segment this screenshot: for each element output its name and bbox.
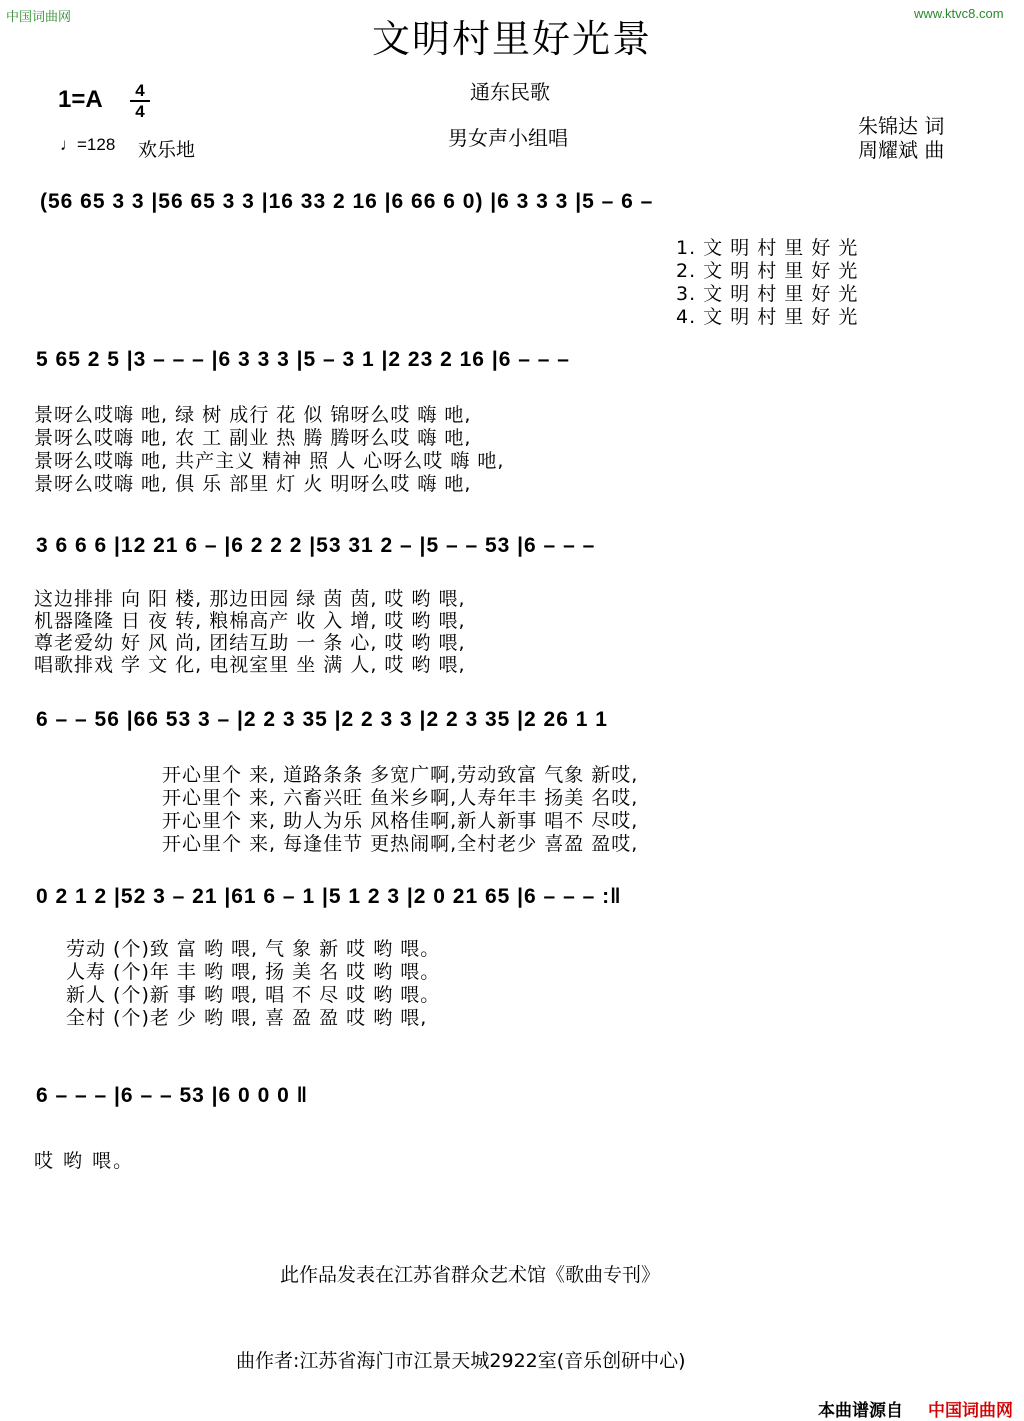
performance-label: 男女声小组唱: [448, 126, 568, 150]
lyric-row-4-verse-4: 开心里个 来, 每逢佳节 更热闹啊,全村老少 喜盈 盈哎,: [162, 833, 639, 855]
lyric-row-5-verse-2: 人寿 (个)年 丰 哟 喂, 扬 美 名 哎 哟 喂。: [66, 961, 441, 983]
notation-row-4: 6 – – 56 |66 53 3 – |2 2 3 35 |2 2 3 3 |2 2 3 35 |2 26 1 1: [36, 708, 608, 731]
source-label: 本曲谱源自: [818, 1401, 903, 1421]
lyric-row-5-verse-1: 劳动 (个)致 富 哟 喂, 气 象 新 哎 哟 喂。: [66, 938, 441, 960]
composer-address: 曲作者:江苏省海门市江景天城2922室(音乐创研中心): [236, 1350, 686, 1372]
lyric-row-4-verse-2: 开心里个 来, 六畜兴旺 鱼米乡啊,人寿年丰 扬美 名哎,: [162, 787, 639, 809]
lyric-row-2-verse-3: 景呀么哎嗨 吔, 共产主义 精神 照 人 心呀么哎 嗨 吔,: [34, 450, 505, 472]
lyricist-credit: 朱锦达 词: [858, 114, 945, 138]
notation-row-2: 5 65 2 5 |3 – – – |6 3 3 3 |5 – 3 1 |2 23 2 16 |6 – – –: [36, 348, 570, 371]
notation-row-6: 6 – – – |6 – – 53 |6 0 0 0 ‖: [36, 1084, 309, 1107]
source-site: 中国词曲网: [928, 1401, 1013, 1421]
time-signature: 4 4: [130, 82, 150, 120]
lyric-row-2-verse-4: 景呀么哎嗨 吔, 俱 乐 部里 灯 火 明呀么哎 嗨 吔,: [34, 473, 472, 495]
tempo-marking: ♩=128: [60, 135, 116, 154]
expression-marking: 欢乐地: [138, 140, 196, 161]
lyric-row-1-verse-3: 3. 文 明 村 里 好 光: [676, 283, 859, 305]
publication-note: 此作品发表在江苏省群众艺术馆《歌曲专刊》: [280, 1264, 661, 1286]
lyric-row-2-verse-1: 景呀么哎嗨 吔, 绿 树 成行 花 似 锦呀么哎 嗨 吔,: [34, 404, 472, 426]
watermark-site-url: www.ktvc8.com: [914, 6, 1004, 21]
lyric-row-2-verse-2: 景呀么哎嗨 吔, 农 工 副业 热 腾 腾呀么哎 嗨 吔,: [34, 427, 472, 449]
genre-label: 通东民歌: [470, 80, 550, 104]
song-title: 文明村里好光景: [371, 17, 652, 61]
lyric-row-1-verse-2: 2. 文 明 村 里 好 光: [676, 260, 859, 282]
lyric-row-3-verse-2: 机器隆隆 日 夜 转, 粮棉高产 收 入 增, 哎 哟 喂,: [34, 610, 466, 632]
lyric-row-5-verse-4: 全村 (个)老 少 哟 喂, 喜 盈 盈 哎 哟 喂,: [66, 1007, 428, 1029]
lyric-row-4-verse-3: 开心里个 来, 助人为乐 风格佳啊,新人新事 唱不 尽哎,: [162, 810, 639, 832]
lyric-row-5-verse-3: 新人 (个)新 事 哟 喂, 唱 不 尽 哎 哟 喂。: [66, 984, 441, 1006]
lyric-row-3-verse-3: 尊老爱幼 好 风 尚, 团结互助 一 条 心, 哎 哟 喂,: [34, 632, 466, 654]
watermark-site-name: 中国词曲网: [6, 9, 72, 24]
composer-credit: 周耀斌 曲: [858, 138, 945, 162]
notation-row-3: 3 6 6 6 |12 21 6 – |6 2 2 2 |53 31 2 – |5 – – 53 |6 – – –: [36, 534, 596, 557]
lyric-row-3-verse-1: 这边排排 向 阳 楼, 那边田园 绿 茵 茵, 哎 哟 喂,: [34, 588, 466, 610]
notation-row-5: 0 2 1 2 |52 3 – 21 |61 6 – 1 |5 1 2 3 |2 0 21 65 |6 – – – :‖: [36, 885, 622, 908]
lyric-row-1-verse-4: 4. 文 明 村 里 好 光: [676, 306, 859, 328]
lyric-row-3-verse-4: 唱歌排戏 学 文 化, 电视室里 坐 满 人, 哎 哟 喂,: [34, 654, 466, 676]
lyric-row-4-verse-1: 开心里个 来, 道路条条 多宽广啊,劳动致富 气象 新哎,: [162, 764, 639, 786]
notation-row-1: (56 65 3 3 |56 65 3 3 |16 33 2 16 |6 66 6 0) |6 3 3 3 |5 – 6 –: [40, 190, 654, 213]
lyric-row-1-verse-1: 1. 文 明 村 里 好 光: [676, 237, 859, 259]
key-signature: 1=A: [58, 86, 103, 113]
lyric-row-6: 哎 哟 喂。: [34, 1150, 135, 1172]
